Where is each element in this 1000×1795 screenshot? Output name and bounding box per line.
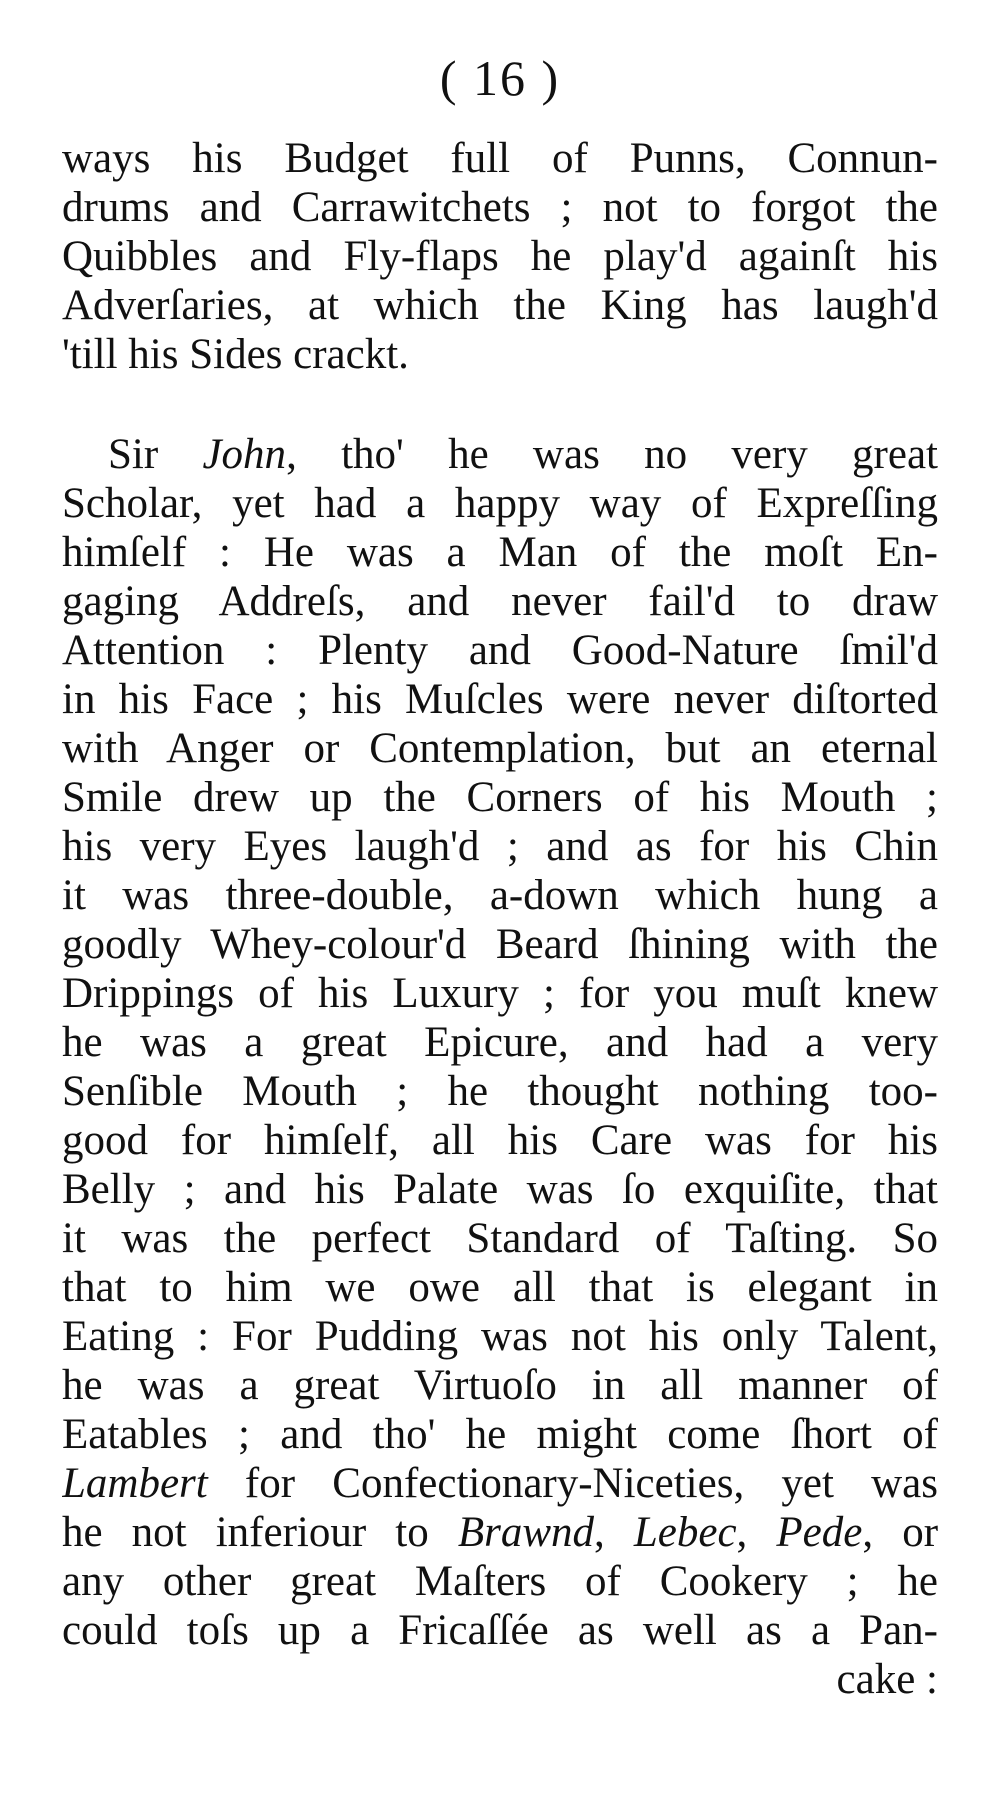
text-line: ways his Budget full of Punns, Connun- [62,135,938,182]
text-line: Senſible Mouth ; he thought nothing too- [62,1068,938,1115]
catchword: cake : [836,1656,938,1703]
text-line: Belly ; and his Palate was ſo exquiſite, that [62,1166,938,1213]
text-line: Eating : For Pudding was not his only Talent, [62,1313,938,1360]
text-line: any other great Maſters of Cookery ; he [62,1558,938,1605]
text-line: gaging Addreſs, and never fail'd to draw [62,578,938,625]
text-line: could toſs up a Fricaſſée as well as a Pan- [62,1607,938,1654]
text-line: it was the perfect Standard of Taſting. So [62,1215,938,1262]
text-line: Eatables ; and tho' he might come ſhort of [62,1411,938,1458]
text-line: himſelf : He was a Man of the moſt En- [62,529,938,576]
text-line: in his Face ; his Muſcles were never diſtorted [62,676,938,723]
text-line: Smile drew up the Corners of his Mouth ; [62,774,938,821]
text-line: 'till his Sides crackt. [62,331,409,378]
text-line: drums and Carrawitchets ; not to forgot the [62,184,938,231]
text-line: good for himſelf, all his Care was for his [62,1117,938,1164]
text-line: he not inferiour to Brawnd, Lebec, Pede, or [62,1509,938,1556]
text-line: that to him we owe all that is elegant in [62,1264,938,1311]
text-line: it was three-double, a-down which hung a [62,872,938,919]
text-line: Quibbles and Fly-flaps he play'd againſt his [62,233,938,280]
text-line: Adverſaries, at which the King has laugh'd [62,282,938,329]
text-line: he was a great Virtuoſo in all manner of [62,1362,938,1409]
text-line: he was a great Epicure, and had a very [62,1019,938,1066]
text-line: Scholar, yet had a happy way of Expreſſing [62,480,938,527]
text-line: Drippings of his Luxury ; for you muſt knew [62,970,938,1017]
text-line: Attention : Plenty and Good-Nature ſmil'd [62,627,938,674]
text-line: Sir John, tho' he was no very great [108,431,938,478]
text-line: his very Eyes laugh'd ; and as for his Chin [62,823,938,870]
text-line: Lambert for Confectionary-Niceties, yet was [62,1460,938,1507]
text-line: goodly Whey-colour'd Beard ſhining with the [62,921,938,968]
paragraph-sir-john [62,430,938,1704]
text-line: with Anger or Contemplation, but an eternal [62,725,938,772]
paragraph-continued [62,134,938,379]
page-number: ( 16 ) [439,50,561,106]
